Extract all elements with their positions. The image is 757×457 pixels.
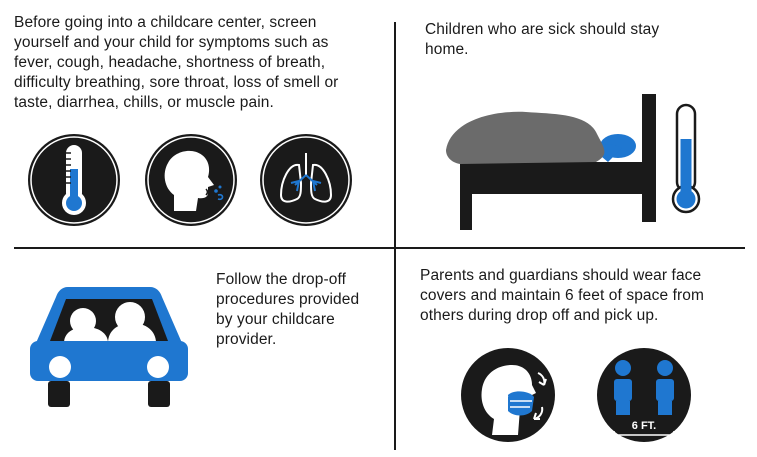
horizontal-divider [14, 247, 745, 249]
face-mask-icon [460, 347, 556, 443]
child-in-bed-icon [446, 92, 662, 234]
distance-label: 6 FT. [621, 420, 667, 432]
dropoff-text: Follow the drop-off procedures provided by your childcare provider. [216, 271, 360, 348]
thermometer-icon [27, 133, 121, 227]
lungs-icon [259, 133, 353, 227]
thermometer-icon [671, 103, 701, 215]
vertical-divider [394, 22, 396, 450]
car-with-passengers-icon [28, 285, 190, 411]
cough-head-icon [144, 133, 238, 227]
sick-text: Children who are sick should stay home. [425, 21, 660, 58]
distance-text: Parents and guardians should wear face covers and maintain 6 feet of space from others during drop off and pick up. [420, 267, 705, 324]
symptoms-text: Before going into a childcare center, screen yourself and your child for symptoms such as fever, cough, headache, shortness of breath, difficulty breathing, sore throat, loss of smell or taste, diarrhea, chills, or muscle pain. [14, 14, 339, 111]
